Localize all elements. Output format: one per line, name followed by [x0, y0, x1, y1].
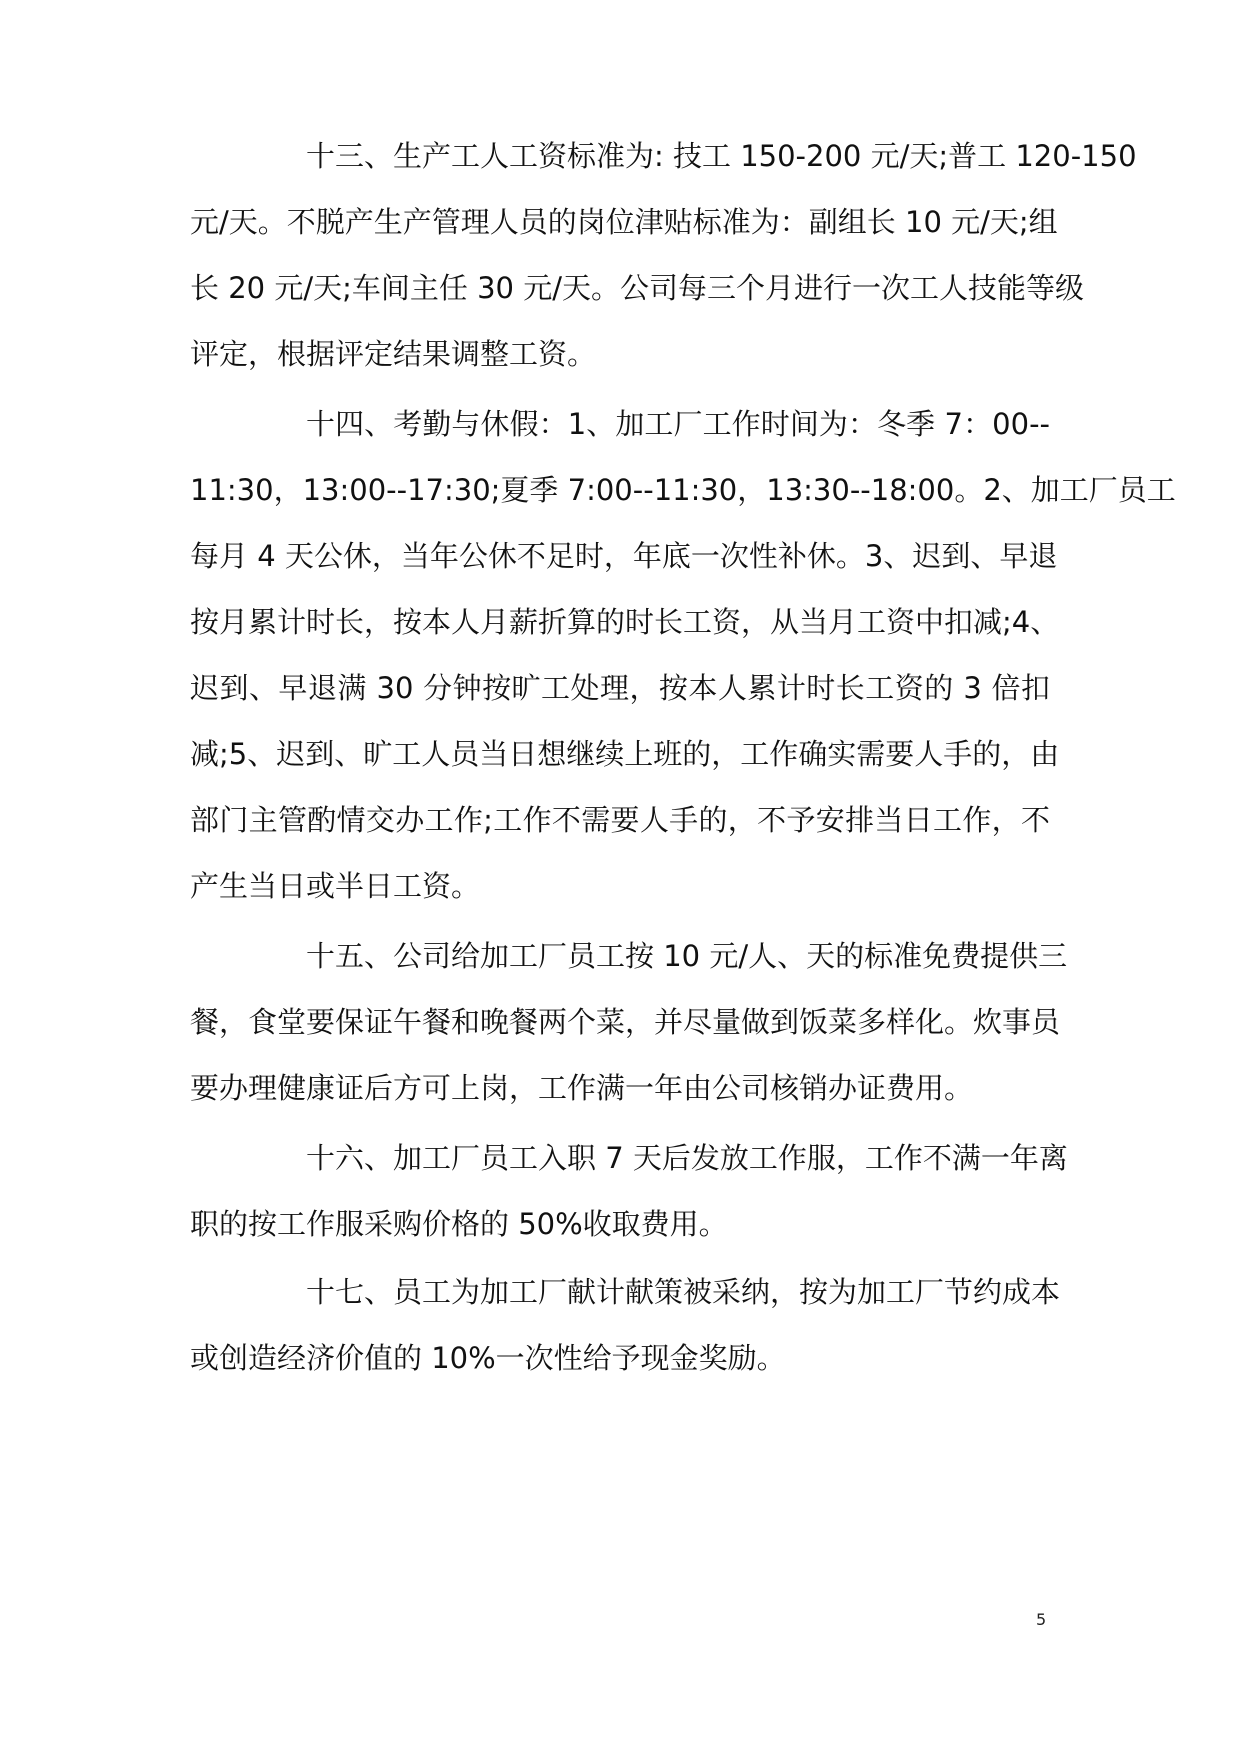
paragraph-14-line-6: 减;5、迟到、旷工人员当日想继续上班的，工作确实需要人手的，由: [190, 737, 1060, 771]
paragraph-13-line-2: 元/天。不脱产生产管理人员的岗位津贴标准为：副组长 10 元/天;组: [190, 205, 1058, 239]
paragraph-15-line-2: 餐，食堂要保证午餐和晚餐两个菜，并尽量做到饭菜多样化。炊事员: [190, 1005, 1061, 1039]
paragraph-15-line-1: 十五、公司给加工厂员工按 10 元/人、天的标准免费提供三: [306, 939, 1068, 973]
paragraph-17-line-2: 或创造经济价值的 10%一次性给予现金奖励。: [190, 1341, 786, 1375]
paragraph-13-line-1: 十三、生产工人工资标准为: 技工 150-200 元/天;普工 120-150: [306, 139, 1137, 173]
paragraph-14-line-4: 按月累计时长，按本人月薪折算的时长工资，从当月工资中扣减;4、: [190, 605, 1060, 639]
paragraph-17-line-1: 十七、员工为加工厂献计献策被采纳，按为加工厂节约成本: [306, 1275, 1061, 1309]
paragraph-14-line-2: 11:30，13:00--17:30;夏季 7:00--11:30，13:30--18:00。2、加工厂员工: [190, 473, 1176, 507]
paragraph-16-line-1: 十六、加工厂员工入职 7 天后发放工作服，工作不满一年离: [306, 1141, 1068, 1175]
paragraph-14-line-5: 迟到、早退满 30 分钟按旷工处理，按本人累计时长工资的 3 倍扣: [190, 671, 1050, 705]
paragraph-15-line-3: 要办理健康证后方可上岗，工作满一年由公司核销办证费用。: [190, 1071, 974, 1105]
paragraph-16-line-2: 职的按工作服采购价格的 50%收取费用。: [190, 1207, 728, 1241]
paragraph-14-line-3: 每月 4 天公休，当年公休不足时，年底一次性补休。3、迟到、早退: [190, 539, 1058, 573]
paragraph-14-line-7: 部门主管酌情交办工作;工作不需要人手的，不予安排当日工作，不: [190, 803, 1050, 837]
paragraph-13-line-4: 评定，根据评定结果调整工资。: [190, 337, 597, 371]
paragraph-13-line-3: 长 20 元/天;车间主任 30 元/天。公司每三个月进行一次工人技能等级: [190, 271, 1084, 305]
paragraph-14-line-8: 产生当日或半日工资。: [190, 869, 481, 903]
page-number: 5: [1036, 1610, 1047, 1629]
paragraph-14-line-1: 十四、考勤与休假：1、加工厂工作时间为：冬季 7：00--: [306, 407, 1050, 441]
